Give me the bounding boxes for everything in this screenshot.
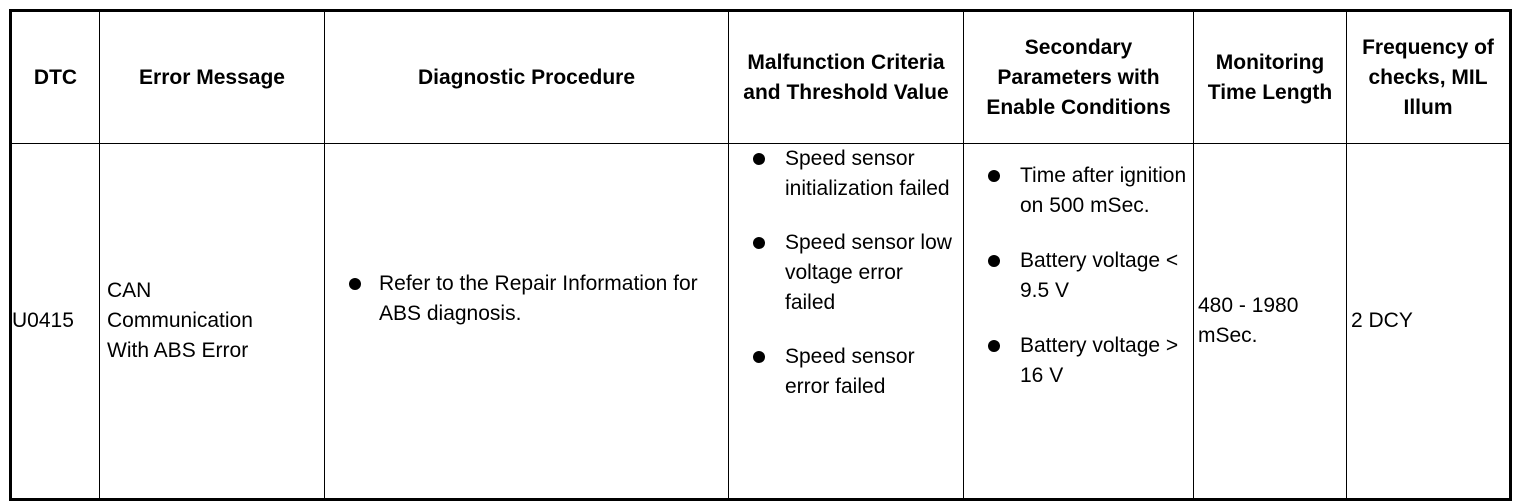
list-item: Time after ignition on 500 mSec. (964, 161, 1187, 221)
bullet-icon (753, 351, 765, 363)
cell-error-message (100, 144, 325, 500)
header-secondary-parameters: Secondary Parameters with Enable Conditions (964, 11, 1194, 144)
list-item: Speed sensor initialization failed (729, 144, 953, 204)
list-item: Refer to the Repair Information for ABS diagnosis. (325, 269, 720, 329)
bullet-icon (988, 340, 1000, 352)
secondary-parameters-list (964, 161, 1187, 391)
dtc-code: U0415 (12, 309, 74, 332)
header-malfunction-criteria: Malfunction Criteria and Threshold Value (729, 11, 964, 144)
cell-monitoring-time (1194, 144, 1347, 500)
list-item: Speed sensor error failed (729, 342, 953, 402)
frequency-text: 2 DCY (1351, 309, 1413, 332)
header-monitoring-time: Monitoring Time Length (1194, 11, 1347, 144)
cell-diagnostic-procedure (325, 144, 729, 500)
procedure-list (325, 269, 720, 329)
header-error-message: Error Message (100, 11, 325, 144)
bullet-icon (988, 170, 1000, 182)
list-item: Battery voltage < 9.5 V (964, 246, 1187, 306)
header-diagnostic-procedure: Diagnostic Procedure (325, 11, 729, 144)
header-dtc: DTC (11, 11, 100, 144)
list-item: Battery voltage > 16 V (964, 331, 1187, 391)
bullet-icon (349, 278, 361, 290)
cell-secondary-parameters (964, 144, 1194, 500)
header-row (11, 11, 1511, 144)
table-row (11, 144, 1511, 500)
cell-dtc (11, 144, 100, 500)
list-item: Speed sensor low voltage error failed (729, 228, 953, 318)
criteria-list (729, 144, 953, 402)
bullet-icon (753, 153, 765, 165)
header-frequency: Frequency of checks, MIL Illum (1347, 11, 1511, 144)
monitoring-time-text: 480 - 1980 mSec. (1198, 294, 1299, 347)
cell-frequency (1347, 144, 1511, 500)
bullet-icon (988, 255, 1000, 267)
cell-malfunction-criteria (729, 144, 964, 500)
dtc-table (9, 9, 1512, 501)
bullet-icon (753, 237, 765, 249)
error-message-text: CAN Communication With ABS Error (107, 279, 253, 362)
